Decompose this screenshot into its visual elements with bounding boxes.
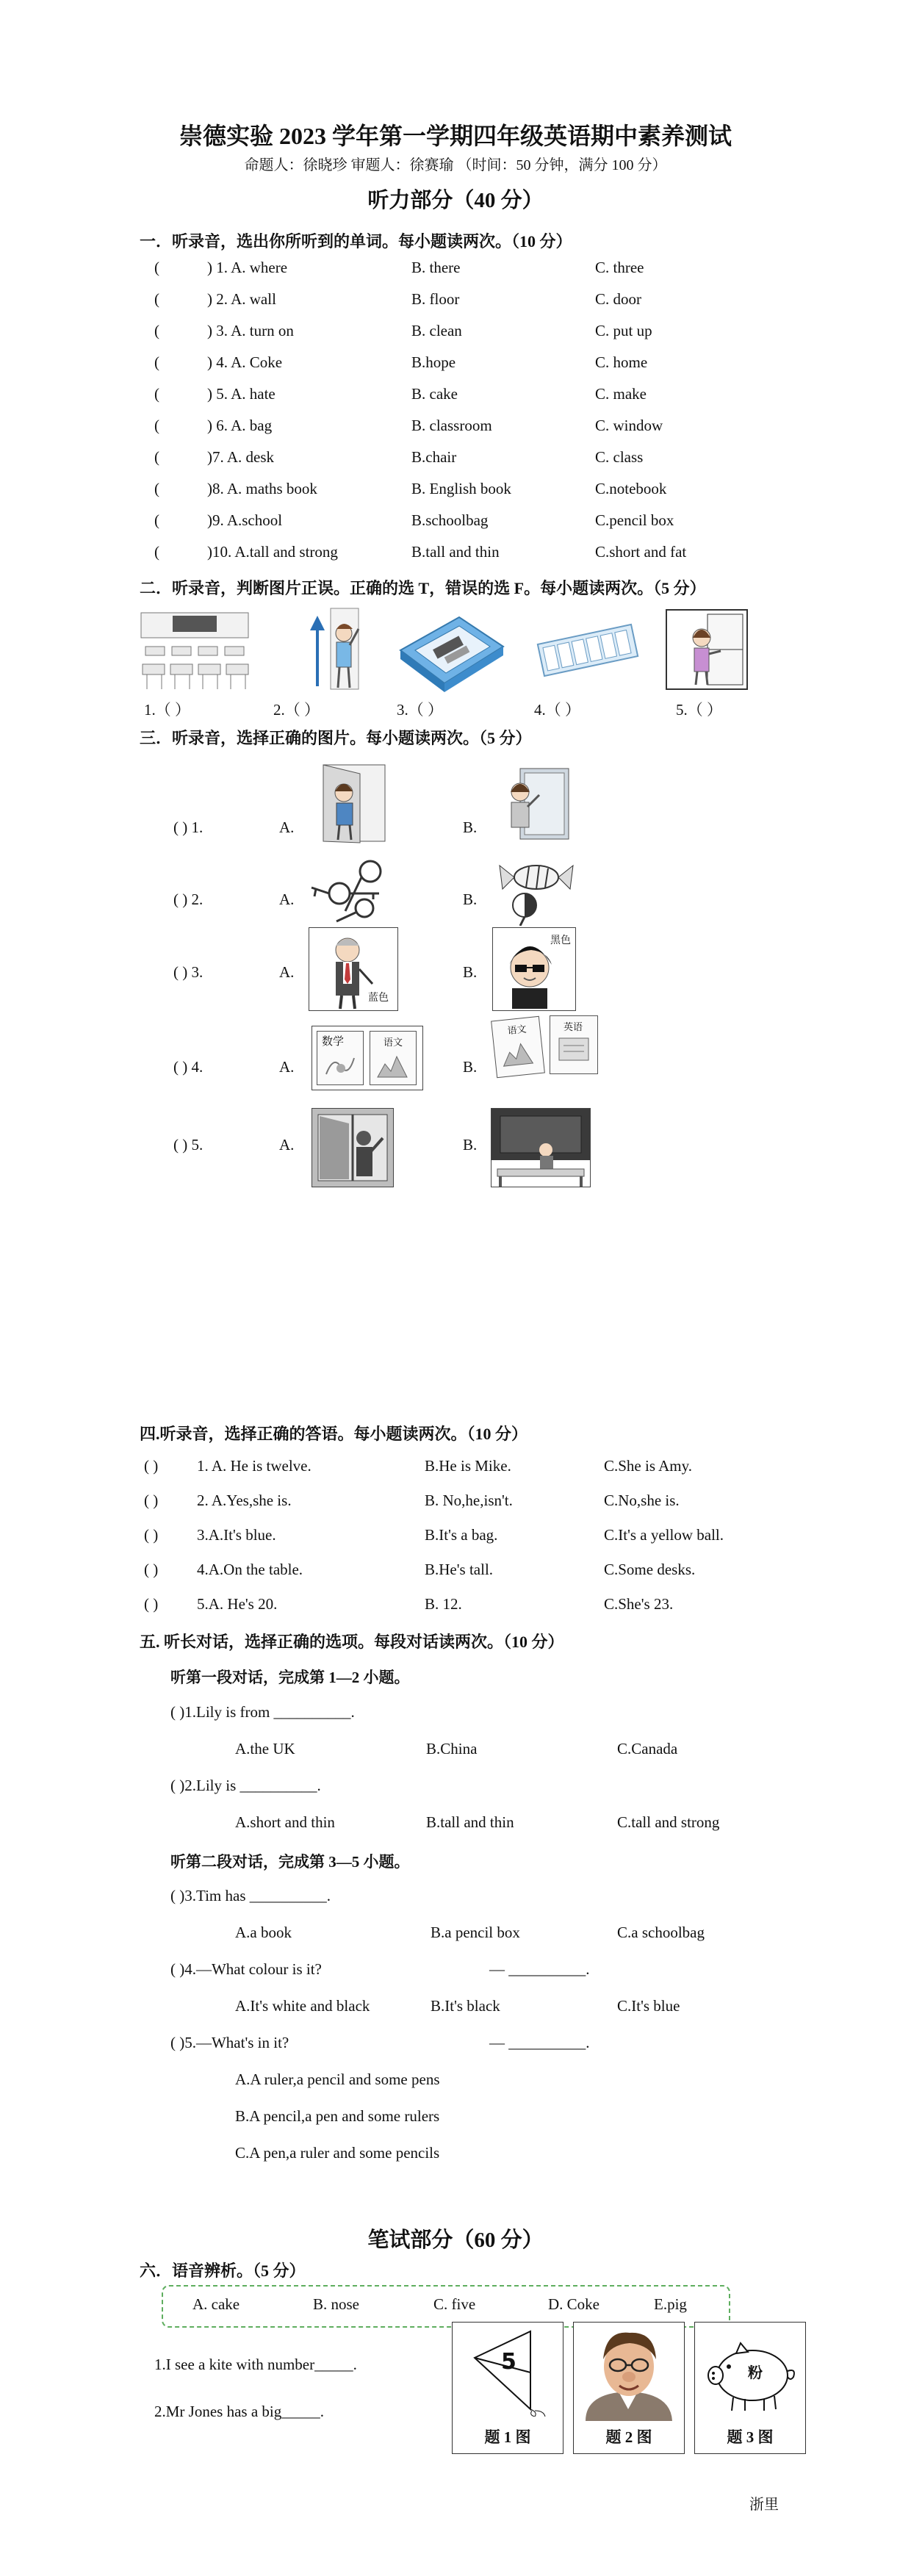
mr-jones-portrait xyxy=(578,2325,680,2421)
s6-pic3-frame xyxy=(694,2322,806,2454)
s1-option-b: B. classroom xyxy=(411,417,492,434)
s6-pic2-caption: 题 2 图 xyxy=(605,2428,652,2446)
s1-option-c: C. put up xyxy=(595,322,652,339)
s3-q1-a: A. xyxy=(279,819,295,836)
s3-q3-a-picture xyxy=(309,927,398,1011)
s5-q5-option-a: A.A ruler,a pencil and some pens xyxy=(235,2070,440,2088)
s5-q5-answer-blank: — __________. xyxy=(489,2034,590,2051)
s3-q4-b: B. xyxy=(463,1058,478,1076)
s1-option-a: ) 4. A. Coke xyxy=(207,353,283,371)
s1-paren: ( xyxy=(154,290,159,308)
s6-pic1-caption: 题 1 图 xyxy=(484,2428,531,2446)
section1-heading: 一．听录音，选出你所听到的单词。每小题读两次。（10 分） xyxy=(140,232,572,251)
s2-window-picture xyxy=(533,621,643,680)
s1-paren: ( xyxy=(154,511,159,529)
s3-q4-a: A. xyxy=(279,1058,295,1076)
math-book-icon: 数学 xyxy=(317,1031,364,1085)
s6-pic3-caption: 题 3 图 xyxy=(727,2428,774,2446)
s1-paren: ( xyxy=(154,543,159,561)
s1-option-a: )8. A. maths book xyxy=(207,480,317,497)
s5-q5: ( )5.—What's in it? xyxy=(170,2034,289,2051)
s5-q2-option-c: C.tall and strong xyxy=(617,1813,720,1831)
s1-option-a: )9. A.school xyxy=(207,511,283,529)
s5-q5-option-b: B.A pencil,a pen and some rulers xyxy=(235,2107,440,2125)
s2-answer-5: 5.（ ） xyxy=(676,701,722,719)
section5-heading: 五. 听长对话，选择正确的选项。每段对话读两次。（10 分） xyxy=(140,1633,564,1651)
s6-q2: 2.Mr Jones has a big_____. xyxy=(154,2403,324,2420)
s3-q5-paren: ( ) 5. xyxy=(173,1136,204,1154)
s1-option-b: B. clean xyxy=(411,322,462,339)
s3-q1-b-picture xyxy=(491,766,572,843)
s2-answer-1: 1.（ ） xyxy=(144,701,190,719)
s1-paren: ( xyxy=(154,322,159,339)
s3-q4-b-picture xyxy=(491,1014,601,1079)
s5-dialog1-instruction: 听第一段对话，完成第 1—2 小题。 xyxy=(170,1669,410,1686)
section6-heading: 六．语音辨析。（5 分） xyxy=(140,2262,306,2280)
s5-q3-option-a: A.a book xyxy=(235,1924,292,1941)
s3-q3-b: B. xyxy=(463,963,478,981)
s3-q3-b-color-label: 黑色 xyxy=(550,935,571,946)
s3-q1-a-picture xyxy=(309,760,389,845)
s5-q3: ( )3.Tim has __________. xyxy=(170,1887,331,1904)
s1-option-c: C. make xyxy=(595,385,647,403)
s6-q1: 1.I see a kite with number_____. xyxy=(154,2356,357,2373)
listening-part-title: 听力部分（40 分） xyxy=(367,189,544,212)
s2-answer-3: 3.（ ） xyxy=(397,701,443,719)
s5-q3-option-c: C.a schoolbag xyxy=(617,1924,705,1941)
s1-paren: ( xyxy=(154,259,159,276)
s1-option-c: C. door xyxy=(595,290,641,308)
writing-part-title: 笔试部分（60 分） xyxy=(367,2228,544,2252)
s4-option-c: C.It's a yellow ball. xyxy=(604,1526,724,1544)
s4-option-b: B. 12. xyxy=(425,1595,462,1613)
s5-q4: ( )4.—What colour is it? xyxy=(170,1960,322,1978)
s1-option-b: B.hope xyxy=(411,353,456,371)
s4-paren: ( ) xyxy=(144,1457,159,1475)
s4-option-c: C.No,she is. xyxy=(604,1492,680,1509)
s1-option-c: C.notebook xyxy=(595,480,667,497)
s3-q3-b-picture xyxy=(492,927,576,1011)
s1-option-c: C. class xyxy=(595,448,644,466)
s1-option-b: B. cake xyxy=(411,385,458,403)
s1-option-b: B. there xyxy=(411,259,461,276)
s4-paren: ( ) xyxy=(144,1561,159,1578)
s1-option-a: ) 3. A. turn on xyxy=(207,322,294,339)
s6-pic2-frame xyxy=(573,2322,685,2454)
s1-option-a: )7. A. desk xyxy=(207,448,274,466)
s1-option-a: ) 6. A. bag xyxy=(207,417,273,434)
s6-option-e: E.pig xyxy=(654,2295,687,2313)
s5-dialog2-instruction: 听第二段对话，完成第 3—5 小题。 xyxy=(170,1853,410,1871)
kite-number: 5 xyxy=(501,2349,516,2375)
s4-option-a: 4.A.On the table. xyxy=(197,1561,303,1578)
s4-option-b: B.He is Mike. xyxy=(425,1457,511,1475)
s5-q2: ( )2.Lily is __________. xyxy=(170,1777,321,1794)
s1-option-b: B.tall and thin xyxy=(411,543,500,561)
s3-q4-a-picture xyxy=(312,1026,423,1090)
s3-q4-paren: ( ) 4. xyxy=(173,1058,204,1076)
s1-option-b: B.schoolbag xyxy=(411,511,489,529)
s4-paren: ( ) xyxy=(144,1492,159,1509)
s4-option-a: 2. A.Yes,she is. xyxy=(197,1492,292,1509)
s5-q1: ( )1.Lily is from __________. xyxy=(170,1703,355,1721)
s4-option-a: 3.A.It's blue. xyxy=(197,1526,276,1544)
s1-option-a: ) 2. A. wall xyxy=(207,290,276,308)
s3-q3-a-color-label: 蓝色 xyxy=(368,992,389,1004)
s1-option-c: C.pencil box xyxy=(595,511,674,529)
s6-option-c: C. five xyxy=(433,2295,476,2313)
s5-q1-option-a: A.the UK xyxy=(235,1740,295,1757)
s5-q1-option-c: C.Canada xyxy=(617,1740,678,1757)
s5-q1-option-b: B.China xyxy=(426,1740,478,1757)
s2-classroom-picture xyxy=(140,611,250,692)
s1-option-b: B.chair xyxy=(411,448,457,466)
section3-heading: 三．听录音，选择正确的图片。每小题读两次。（5 分） xyxy=(140,729,532,747)
s1-option-c: C. three xyxy=(595,259,644,276)
s1-paren: ( xyxy=(154,480,159,497)
s1-option-c: C. window xyxy=(595,417,663,434)
s2-boy-light-picture xyxy=(301,607,371,694)
s2-girl-window-picture xyxy=(665,608,768,693)
section4-heading: 四.听录音，选择正确的答语。每小题读两次。（10 分） xyxy=(140,1425,528,1443)
s2-answer-4: 4.（ ） xyxy=(534,701,580,719)
s4-option-a: 5.A. He's 20. xyxy=(197,1595,278,1613)
s3-q2-keys-picture xyxy=(307,852,395,926)
s1-paren: ( xyxy=(154,417,159,434)
s4-option-a: 1. A. He is twelve. xyxy=(197,1457,312,1475)
s5-q2-option-b: B.tall and thin xyxy=(426,1813,514,1831)
s2-pencil-box-picture xyxy=(393,610,511,694)
s4-option-c: C.She is Amy. xyxy=(604,1457,692,1475)
s4-paren: ( ) xyxy=(144,1526,159,1544)
s1-paren: ( xyxy=(154,353,159,371)
s1-option-b: B. English book xyxy=(411,480,511,497)
s1-option-b: B. floor xyxy=(411,290,460,308)
exam-subtitle: 命题人：徐晓珍 审题人：徐赛瑜 （时间：50 分钟，满分 100 分） xyxy=(244,157,667,173)
s3-q2-b: B. xyxy=(463,891,478,908)
s1-option-a: ) 5. A. hate xyxy=(207,385,276,403)
s6-option-d: D. Coke xyxy=(548,2295,599,2313)
s3-q2-candy-picture xyxy=(491,852,579,926)
chinese-book-icon: 语文 xyxy=(370,1031,417,1085)
s4-option-c: C.She's 23. xyxy=(604,1595,674,1613)
s3-q2-paren: ( ) 2. xyxy=(173,891,204,908)
s5-q5-option-c: C.A pen,a ruler and some pencils xyxy=(235,2144,440,2162)
s4-option-c: C.Some desks. xyxy=(604,1561,696,1578)
chinese-book-icon: 语文 xyxy=(491,1016,545,1078)
s3-q3-a: A. xyxy=(279,963,295,981)
footer-watermark: 浙里 xyxy=(749,2497,779,2513)
s1-paren: ( xyxy=(154,448,159,466)
s4-option-b: B.It's a bag. xyxy=(425,1526,498,1544)
s6-option-a: A. cake xyxy=(192,2295,240,2313)
s1-option-c: C. home xyxy=(595,353,648,371)
s5-q4-option-c: C.It's blue xyxy=(617,1997,680,2015)
s3-q5-b: B. xyxy=(463,1136,478,1154)
s4-option-b: B. No,he,isn't. xyxy=(425,1492,513,1509)
s5-q4-option-b: B.It's black xyxy=(431,1997,500,2015)
s1-option-c: C.short and fat xyxy=(595,543,687,561)
s4-paren: ( ) xyxy=(144,1595,159,1613)
s5-q4-option-a: A.It's white and black xyxy=(235,1997,370,2015)
s2-answer-2: 2.（ ） xyxy=(273,701,320,719)
s5-q2-option-a: A.short and thin xyxy=(235,1813,335,1831)
english-book-icon: 英语 xyxy=(550,1015,598,1074)
s1-option-a: ) 1. A. where xyxy=(207,259,288,276)
s3-q5-classroom-picture xyxy=(491,1108,591,1187)
s6-option-b: B. nose xyxy=(313,2295,359,2313)
pig-label: 粉 xyxy=(748,2364,763,2381)
s3-q3-paren: ( ) 3. xyxy=(173,963,204,981)
section2-heading: 二．听录音，判断图片正误。正确的选 T，错误的选 F。每小题读两次。（5 分） xyxy=(140,579,706,597)
s1-paren: ( xyxy=(154,385,159,403)
s3-q2-a: A. xyxy=(279,891,295,908)
s3-q5-window-picture xyxy=(312,1108,394,1187)
s1-option-a: )10. A.tall and strong xyxy=(207,543,338,561)
s3-q5-a: A. xyxy=(279,1136,295,1154)
exam-title: 崇德实验 2023 学年第一学期四年级英语期中素养测试 xyxy=(179,123,732,149)
s3-q1-b: B. xyxy=(463,819,478,836)
s3-q1-paren: ( ) 1. xyxy=(173,819,204,836)
s5-q4-answer-blank: — __________. xyxy=(489,1960,590,1978)
s5-q3-option-b: B.a pencil box xyxy=(431,1924,520,1941)
s4-option-b: B.He's tall. xyxy=(425,1561,494,1578)
s6-pic1-frame xyxy=(452,2322,563,2454)
